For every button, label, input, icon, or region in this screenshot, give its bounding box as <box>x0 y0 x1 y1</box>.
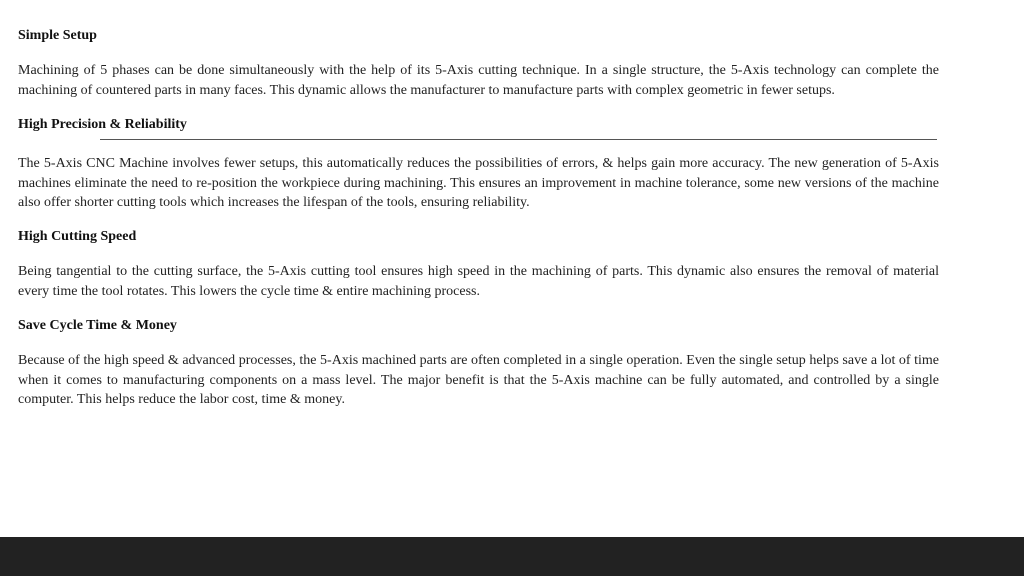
section-heading-simple-setup: Simple Setup <box>18 28 97 43</box>
section-body-high-cutting-speed: Being tangential to the cutting surface, the 5-Axis cutting tool ensures high speed in the machining of parts. This dynamic also ensures the removal of material every time the tool rotates. This lowers the cycle time & entire machining process. <box>18 263 939 299</box>
section-heading-high-precision: High Precision & Reliability <box>18 117 187 133</box>
section-heading-save-cycle-time: Save Cycle Time & Money <box>18 318 177 334</box>
section-body-save-cycle-time: Because of the high speed & advanced processes, the 5-Axis machined parts are often completed in a single operation. Even the single setup helps save a lot of time when it comes to manufacturing components on a mass level. The major benefit is that the 5-Axis machine can be fully automated, and controlled by a single computer. This helps reduce the labor cost, time & money. <box>18 353 939 408</box>
document-content <box>18 27 939 410</box>
footer-bar <box>0 537 1024 576</box>
section-heading-high-cutting-speed: High Cutting Speed <box>18 228 137 244</box>
section-divider <box>100 139 937 140</box>
section-body-high-precision: The 5-Axis CNC Machine involves fewer setups, this automatically reduces the possibilities of errors, & helps gain more accuracy. The new generation of 5-Axis machines eliminate the need to re-position the workpiece during machining. This ensures an improvement in machine tolerance, some new versions of the machine also offer shorter cutting tools which increases the lifespan of the tools, ensuring reliability. <box>18 156 939 211</box>
section-body-simple-setup: Machining of 5 phases can be done simultaneously with the help of its 5-Axis cutting technique. In a single structure, the 5-Axis technology can complete the machining of countered parts in many faces. This dynamic allows the manufacturer to manufacture parts with complex geometric in fewer setups. <box>18 63 939 98</box>
